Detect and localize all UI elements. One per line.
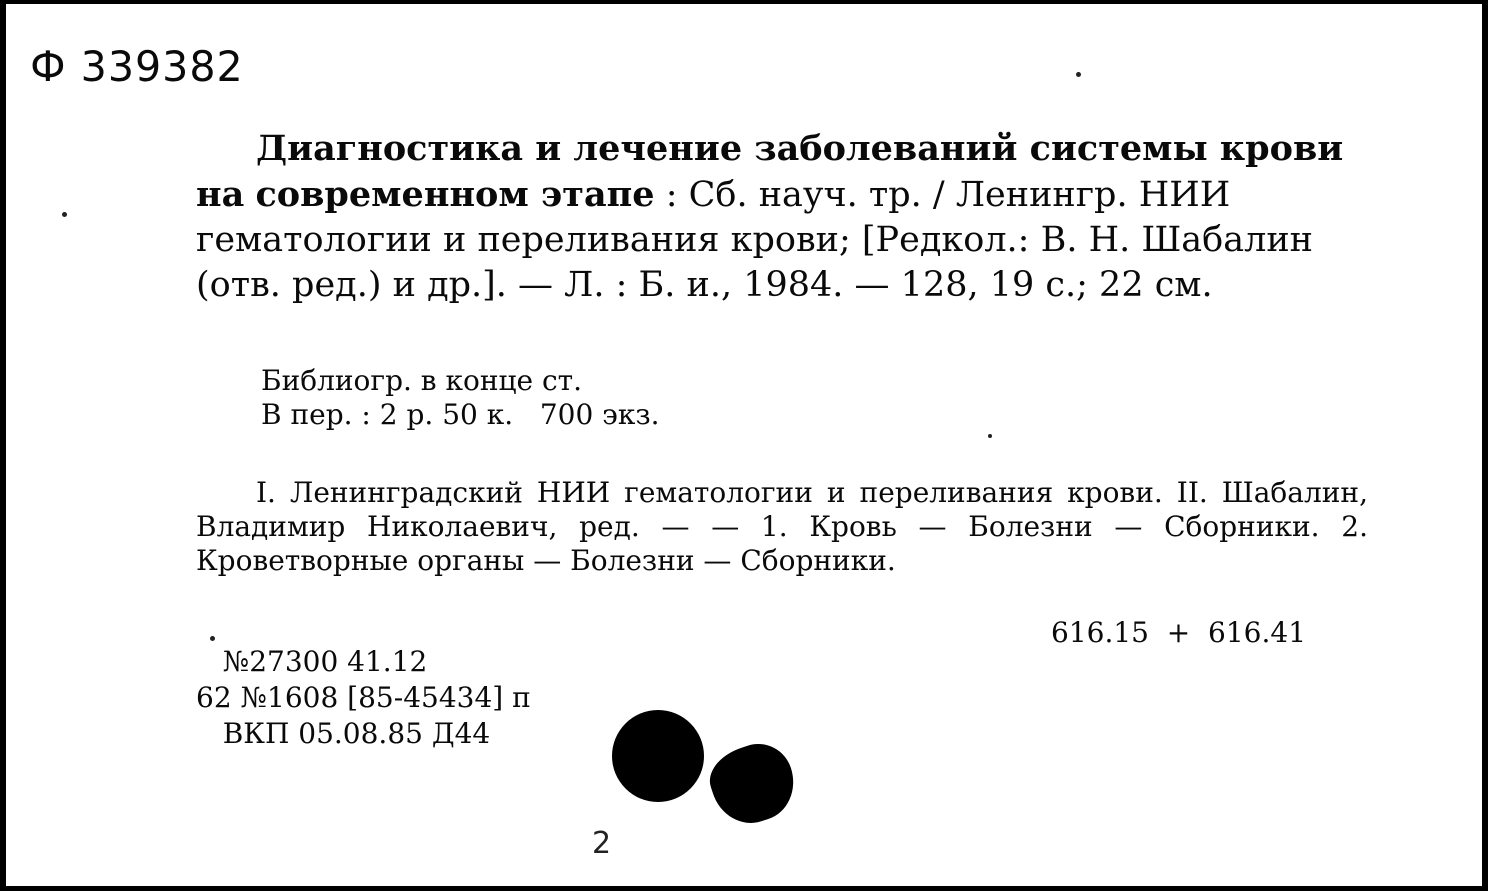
print-info	[196, 644, 531, 752]
title-bold-line-1: Диагностика и лечение заболеваний системы крови на	[196, 128, 1344, 215]
classification-text: 616.15 + 616.41	[1051, 616, 1307, 649]
title-bold-line-2: современном этапе	[255, 174, 655, 215]
tracings	[196, 476, 1368, 578]
note-price: В пер. : 2 р. 50 к. 700 экз.	[261, 398, 660, 431]
catalog-card	[6, 4, 1482, 886]
notes	[261, 364, 660, 432]
bibliographic-description	[196, 126, 1368, 308]
print-line-1: №27300 41.12	[196, 645, 428, 678]
ink-blot	[702, 735, 803, 833]
speck	[210, 636, 215, 641]
classification-number	[1051, 616, 1306, 649]
pencil-mark: 2	[592, 826, 612, 861]
print-line-3: ВКП 05.08.85 Д44	[196, 717, 491, 750]
print-line-2: 62 №1608 [85-45434] п	[196, 681, 531, 714]
ink-blot	[612, 710, 704, 802]
tracings-text: I. Ленинградский НИИ гематологии и переливания крови. II. Шабалин, Владимир Николаевич, ред. — — 1. Кровь — Болезни — Сборники. 2. Кроветворные органы — Болезни — Сборники.	[196, 476, 1368, 577]
title-details: : Сб. науч. тр. / Ленингр. НИИ гематологии и переливания крови; [Редкол.: В. Н. Шабалин (отв. ред.) и др.]. — Л. : Б. и., 1984. — 128, 19 с.; 22 см.	[196, 175, 1313, 305]
note-bibliography: Библиогр. в конце ст.	[261, 364, 583, 397]
speck	[1076, 72, 1081, 77]
title-block	[196, 126, 1368, 308]
call-number: Ф 339382	[30, 42, 244, 91]
speck	[988, 434, 992, 438]
speck	[62, 212, 67, 217]
